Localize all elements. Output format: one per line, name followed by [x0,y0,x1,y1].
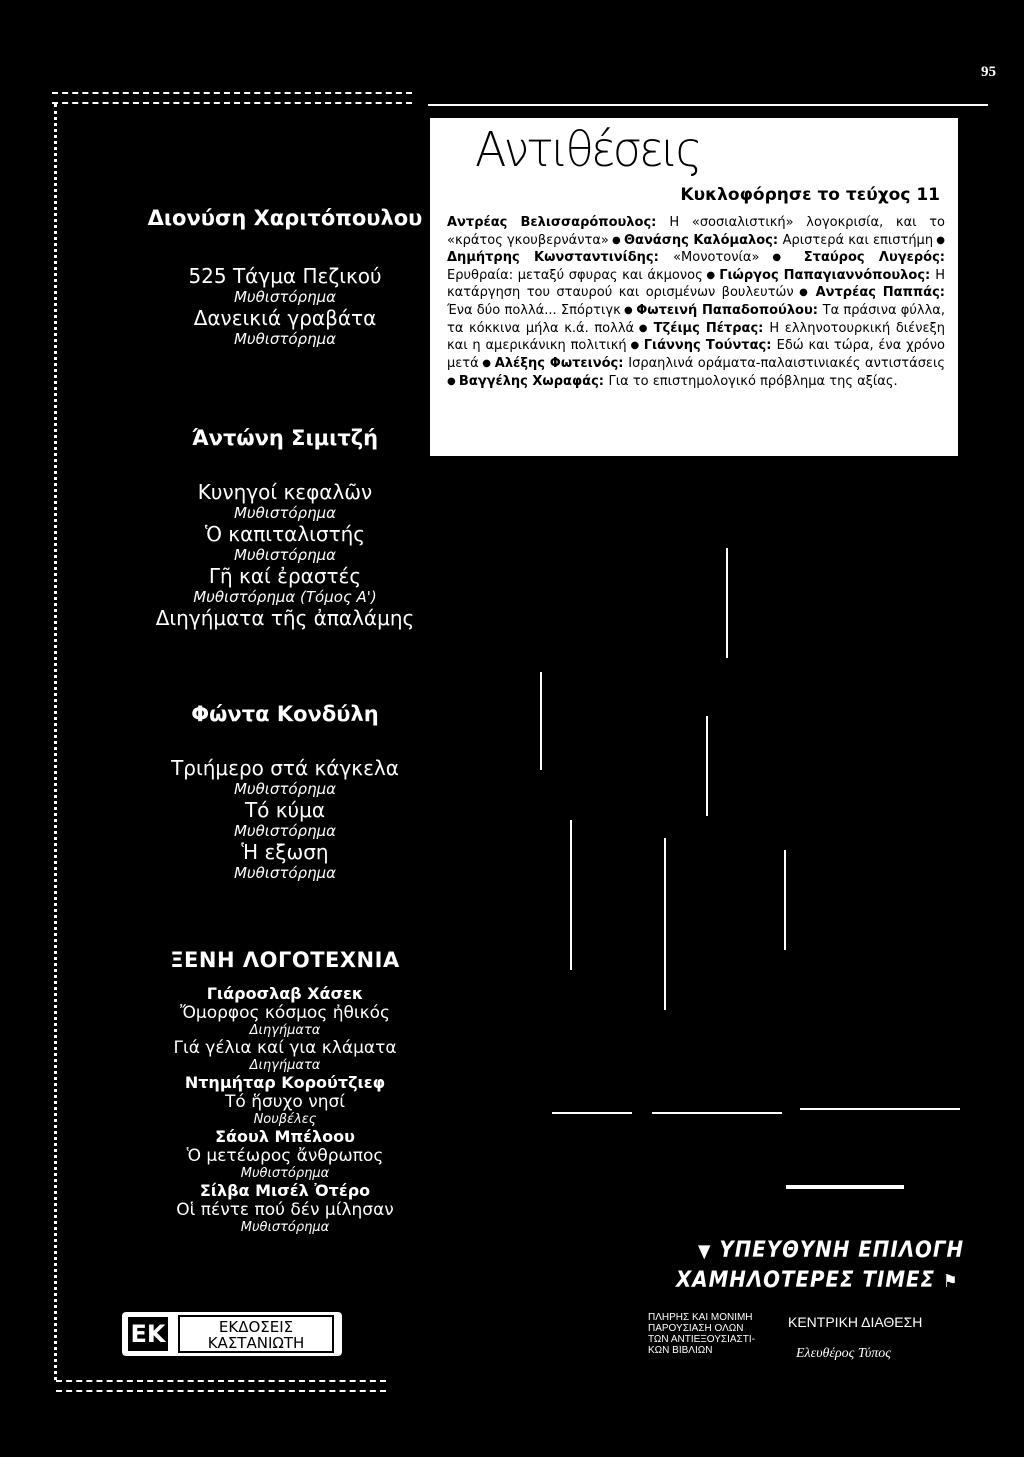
publisher-mark: EK [128,1317,168,1351]
film-strip-bottom [56,1380,386,1392]
pointer-icon: ▼ [698,1241,712,1262]
contributor-name: Τζέιμς Πέτρας: [653,320,770,336]
issue-heading: Κυκλοφόρησε το τεύχος 11 [680,185,940,205]
tagline-1 [698,1238,964,1263]
author-name: Σίλβα Μισέλ Ὀτέρο [199,1181,371,1200]
decor-line [540,672,542,770]
note-line: ΠΛΗΡΗΣ ΚΑΙ ΜΟΝΙΜΗ [648,1312,753,1323]
book-genre: Μυθιστόρημα [233,288,337,306]
contributor-name: Αντρέας Βελισσαρόπουλος: [447,215,670,230]
bullet-icon: ● [933,234,945,246]
contributor-name: Θανάσης Καλόμαλος: [623,232,783,248]
note-line: ΤΩΝ ΑΝΤΙΕΞΟΥΣΙΑΣΤΙ- [648,1334,755,1345]
book-title: Ἡ εξωση [241,840,329,864]
publisher-line-2: ΚΑΣΤΑΝΙΩΤΗ [207,1334,305,1352]
book-genre: Μυθιστόρημα [240,1166,330,1181]
book-genre: Μυθιστόρημα [233,822,337,840]
publisher-logo [122,1312,342,1356]
contributor-name: Βαγγέλης Χωραφάς: [458,374,609,390]
book-genre: Νουβέλες [253,1112,317,1127]
bullet-icon: ● [793,287,816,299]
article-title: Η «σοσιαλιστική» λογοκρισία, και το «κράτος γκουβερνάντα» [447,215,945,248]
author-block-3 [70,702,500,882]
section-heading: ΞΕΝΗ ΛΟΓΟΤΕΧΝΙΑ [170,948,400,972]
book-genre: Διηγήματα [249,1023,321,1038]
book-title: Γιά γέλια καί για κλάματα [173,1038,397,1058]
note-line: ΚΩΝ ΒΙΒΛΙΩΝ [648,1345,713,1356]
film-strip-left [54,104,61,1380]
book-genre: Διηγήματα [249,1058,321,1073]
distribution-note [648,1312,768,1356]
article-title: Η κατάργηση του σταυρού και ορισμένων βουλευτών [447,267,945,301]
decor-line [786,1185,904,1189]
article-title: Ερυθραία: μεταξύ σφυρας και άκμονος [447,267,703,283]
contributor-name: Αντρέας Παππάς: [815,285,945,301]
contributor-name: Φωτεινή Παπαδοπούλου: [636,302,823,318]
flag-icon: ⚑ [942,1271,959,1292]
article-title: Για το επιστημολογικό πρόβλημα της αξίας. [608,374,898,390]
contributor-name: Γιάννης Τούντας: [643,338,777,354]
bullet-icon: ● [702,269,720,281]
book-title: Δανεικιά γραβάτα [193,306,377,330]
article-title: Η ελληνοτουρκική διένεξη και η αμερικάνικη πολιτική [447,320,945,354]
book-title: Τό κύμα [244,798,326,822]
contributor-name: Γιώργος Παπαγιαννόπουλος: [719,267,936,283]
book-title: Κυνηγοί κεφαλῶν [197,480,373,504]
book-genre: Μυθιστόρημα [240,1220,330,1235]
magazine-logo: Αντιθέσεις [475,120,700,178]
author-block-2 [70,426,500,630]
author-name: Γιάροσλαβ Χάσεκ [206,984,364,1003]
book-genre: Μυθιστόρημα [233,330,337,348]
publisher-line-1: ΕΚΔΟΣΕΙΣ [218,1318,294,1336]
book-title: Ὄμορφος κόσμος ἠθικός [179,1003,391,1023]
divider-line [428,104,988,106]
decor-line [570,820,572,970]
free-press: Ελευθέρος Τύπος [796,1346,891,1361]
contents-list [447,214,945,391]
central-distribution: ΚΕΝΤΡΙΚΗ ΔΙΑΘΕΣΗ [788,1314,923,1330]
author-name: Φώντα Κονδύλη [191,702,379,726]
bullet-icon: ● [759,252,804,264]
decor-line [664,838,666,1010]
contributor-name: Δημήτρης Κωνσταντινίδης: [447,250,674,266]
book-genre: Μυθιστόρημα [233,504,337,522]
book-title: 525 Τάγμα Πεζικού [188,264,382,288]
book-title: Τό ἥσυχο νησί [225,1092,345,1112]
author-name: Άντώνη Σιμιτζή [191,426,379,450]
article-title: Εδώ και τώρα, ένα χρόνο μετά [447,338,946,371]
tagline-2 [676,1268,959,1293]
book-genre: Μυθιστόρημα [233,546,337,564]
bullet-icon: ● [478,357,495,369]
contributor-name: Σταύρος Λυγερός: [803,250,945,266]
book-genre: Μυθιστόρημα [233,780,337,798]
decor-line [726,548,728,658]
bullet-icon: ● [608,234,624,246]
film-strip-top [52,92,412,104]
decor-line [800,1108,960,1110]
decor-line [652,1112,782,1114]
author-name: Διονύση Χαριτόπουλου [147,206,423,230]
book-title: Διηγήματα τῆς ἀπαλάμης [155,606,415,630]
contributor-name: Αλέξης Φωτεινός: [494,355,629,371]
author-name: Σάουλ Μπέλοου [215,1127,355,1146]
decor-line [706,716,708,816]
book-title: Ὁ καπιταλιστής [204,522,366,546]
book-genre: Μυθιστόρημα [233,864,337,882]
tagline-text-2: ΧΑΜΗΛΟΤΕΡΕΣ ΤΙΜΕΣ [676,1268,936,1293]
book-title: Γῆ καί ἐραστές [208,564,362,588]
book-title: Τριήμερο στά κάγκελα [171,756,399,780]
article-title: «Μονοτονία» [673,250,760,266]
book-title: Ὁ μετέωρος ἄνθρωπος [186,1146,384,1166]
article-title: Τα πράσινα φύλλα, τα κόκκινα μήλα κ.ά. πολλά [447,302,945,336]
tagline-text-1: ΥΠΕΥΘΥΝΗ ΕΠΙΛΟΓΗ [719,1238,965,1263]
publisher-name [178,1315,334,1353]
book-title: Οἱ πέντε πού δέν μίλησαν [176,1200,394,1220]
bullet-icon: ● [626,340,644,352]
foreign-literature-section [70,948,500,1235]
article-title: Ισραηλινά οράματα-παλαιστινιακές αντιστάσεις [628,355,945,371]
book-genre: Μυθιστόρημα (Τόμος Α') [193,588,377,606]
article-title: Αριστερά και επιστήμη [782,232,934,248]
page-number: 95 [981,64,996,80]
bullet-icon: ● [620,304,637,316]
bullet-icon: ● [447,376,459,388]
note-line: ΠΑΡΟΥΣΙΑΣΗ ΟΛΩΝ [648,1323,744,1334]
author-name: Ντημήταρ Κορούτζιεφ [184,1073,386,1092]
decor-line [552,1112,632,1114]
article-title: Ένα δύο πολλά... Σπόρτιγκ [447,302,621,318]
decor-line [784,850,786,950]
bullet-icon: ● [634,322,654,334]
